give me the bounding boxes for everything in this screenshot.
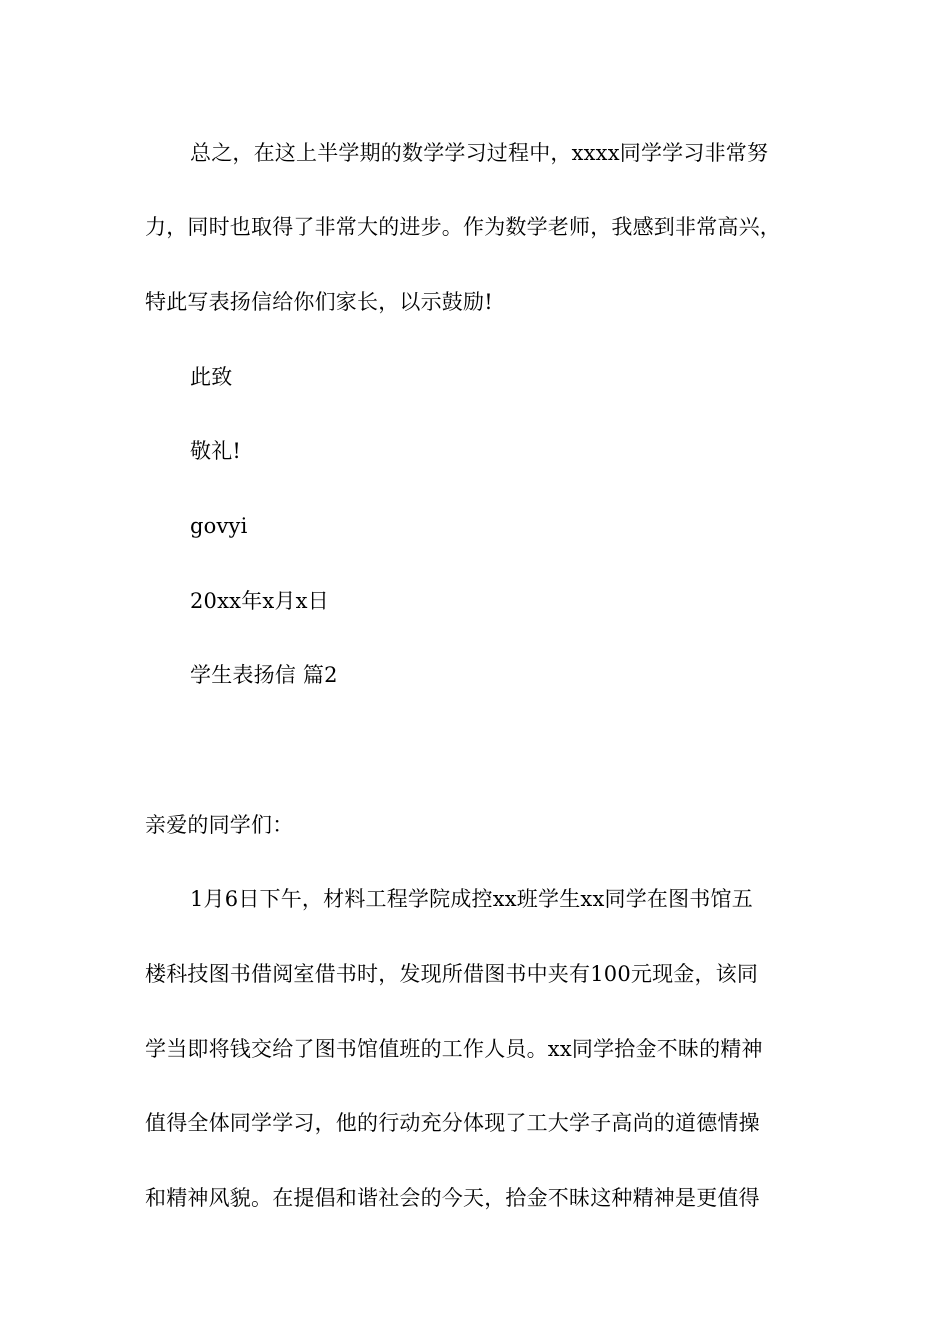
- closing-salutation: 此致: [190, 365, 233, 389]
- paragraph-line: 力，同时也取得了非常大的进步。作为数学老师，我感到非常高兴，: [145, 215, 781, 239]
- section-heading: 学生表扬信 篇2: [190, 663, 338, 687]
- signature-date: 20xx年x月x日: [190, 589, 329, 613]
- paragraph-line: 特此写表扬信给你们家长，以示鼓励!: [145, 290, 493, 314]
- paragraph-line: 1月6日下午，材料工程学院成控xx班学生xx同学在图书馆五: [190, 887, 753, 911]
- paragraph-line: 学当即将钱交给了图书馆值班的工作人员。xx同学拾金不昧的精神: [145, 1037, 763, 1061]
- paragraph-line: 楼科技图书借阅室借书时，发现所借图书中夹有100元现金，该同: [145, 962, 759, 986]
- paragraph-line: 总之，在这上半学期的数学学习过程中，xxxx同学学习非常努: [190, 141, 769, 165]
- closing-regards: 敬礼!: [190, 439, 242, 463]
- signature-name: govyi: [190, 514, 248, 538]
- paragraph-line: 和精神风貌。在提倡和谐社会的今天，拾金不昧这种精神是更值得: [145, 1186, 760, 1210]
- paragraph-line: 值得全体同学学习，他的行动充分体现了工大学子高尚的道德情操: [145, 1111, 760, 1135]
- letter-greeting: 亲爱的同学们：: [145, 813, 294, 837]
